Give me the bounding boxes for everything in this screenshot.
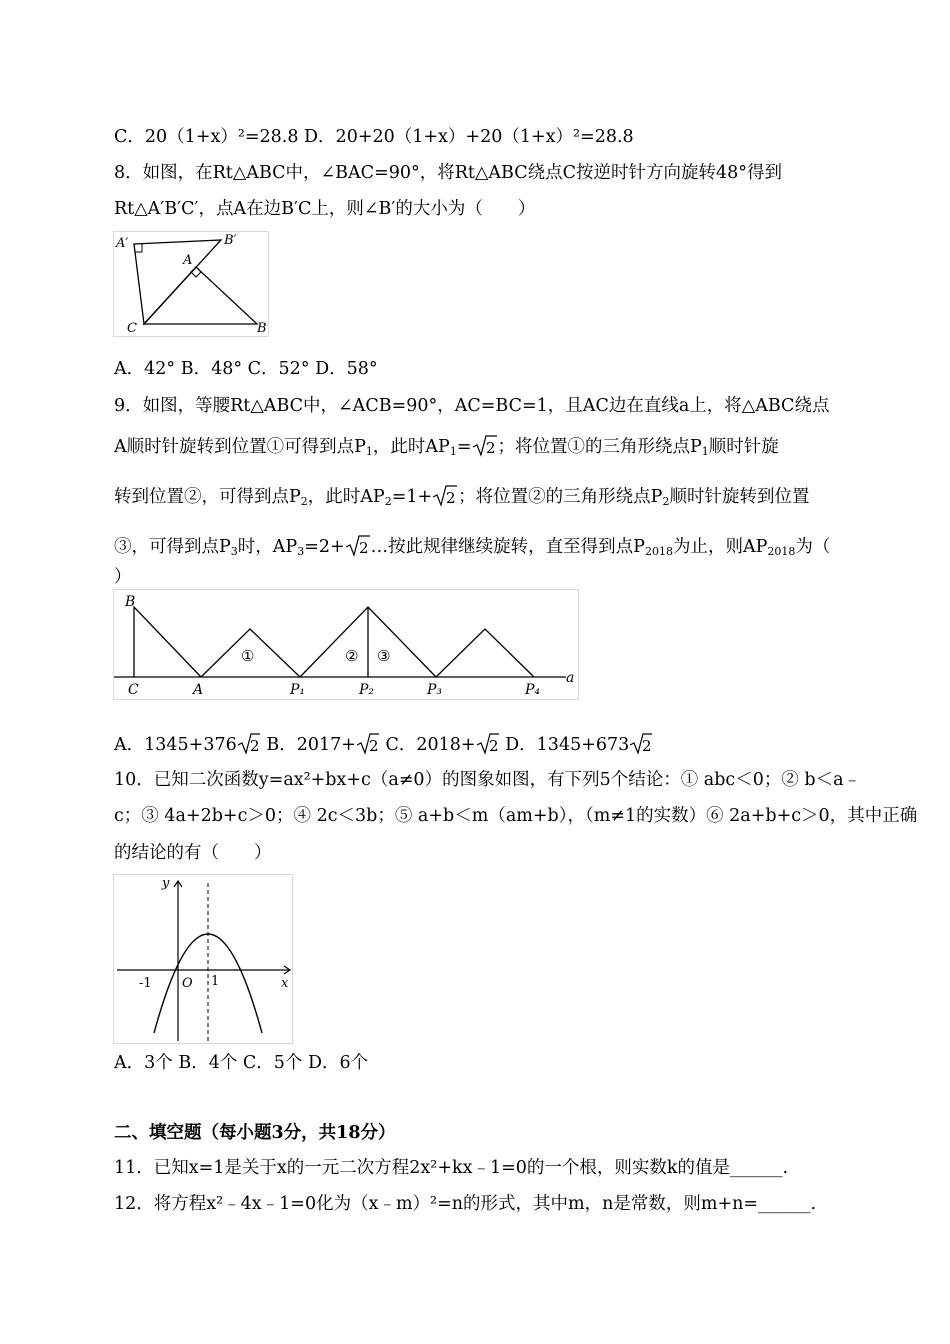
q9-label-c: C [128,682,139,698]
q8-figure [113,231,269,337]
sqrt2-icon [345,533,371,557]
q9-stem-line5: ） [114,567,132,587]
q9-label-b: B [125,594,136,610]
sqrt2-icon [356,731,380,755]
q7-options-cd: C．20（1+x）²=28.8 D．20+20（1+x）+20（1+x）²=28.8 [114,127,634,147]
sqrt2-icon [237,731,261,755]
svg-text:2: 2 [642,737,652,755]
q9-label-p4: P₄ [525,682,541,698]
svg-text:2: 2 [249,737,260,755]
svg-text:2: 2 [485,439,496,457]
q8-triangle-rotated [134,240,221,324]
q8-right-angle-aprime [135,244,142,252]
q9-triangle-pos4 [436,629,534,677]
q10-figure [113,874,293,1044]
q9-figure [113,589,579,700]
q9-diagram [114,590,578,699]
svg-text:2: 2 [488,737,499,755]
q9-label-line-a: a [566,670,575,686]
q9-stem-line2: A顺时针旋转到位置①可得到点$P_1$，此时$AP_1=$ 2 ；将位置①的三角形绕点$P_1$顺时针旋 [114,433,779,463]
q8-label-a-prime: A′ [116,236,129,251]
q8-diagram [114,232,268,336]
q10-stem-line2: c；③ 4a+2b+c＞0；④ 2c＜3b；⑤ a+b＜m（am+b），（m≠1的实数）⑥ 2a+b+c＞0，其中正确 [114,806,918,826]
q11-text: 11．已知x=1是关于x的一元二次方程2x²+kx﹣1=0的一个根，则实数k的值是______. [114,1158,789,1178]
sqrt2-icon [629,731,653,755]
sqrt2-icon [472,433,498,457]
q10-label-x: x [281,976,289,991]
q12-text: 12．将方程x²﹣4x﹣1=0化为（x﹣m）²=n的形式，其中m，n是常数，则m+n=______. [114,1194,817,1214]
sqrt2-icon [476,731,500,755]
svg-text:2: 2 [358,539,369,557]
q9-label-position1: ① [241,647,255,665]
q10-label-y: y [162,876,170,891]
q9-label-p2: P₂ [359,682,375,698]
svg-text:2: 2 [368,737,379,755]
q9-stem-line3: 转到位置②，可得到点$P_2$，此时$AP_2=1+$ 2 ；将位置②的三角形绕点$P_2$顺时针旋转到位置 [114,483,809,513]
q9-label-position3: ③ [377,647,391,665]
q8-label-b: B [257,321,267,336]
q10-stem-line1: 10．已知二次函数y=ax²+bx+c（a≠0）的图象如图，有下列5个结论：① abc＜0；② b＜a﹣ [114,770,862,790]
q9-triangle-abc [134,607,201,677]
q9-label-position2: ② [345,647,359,665]
q8-options: A．42° B．48° C．52° D．58° [114,359,378,379]
q10-label-origin: O [182,976,193,991]
q8-label-c: C [127,321,137,336]
q10-label-one: 1 [211,974,220,989]
q8-stem-line2: Rt△A′B′C′，点A在边B′C上，则∠B′的大小为（ ） [114,199,536,219]
q8-triangle-original [144,267,257,324]
q9-label-a-point: A [193,682,204,698]
sqrt2-icon [432,483,458,507]
q9-stem-line4: ③，可得到点$P_3$时，$AP_3=2+$ 2 …按此规律继续旋转，直至得到点$P_{2018}$为止，则$AP_{2018}$为（ [114,533,830,563]
q9-stem-line1: 9．如图，等腰Rt△ABC中，∠ACB=90°，AC=BC=1，且AC边在直线a上，将△ABC绕点 [114,396,830,416]
q9-label-p1: P₁ [290,682,306,698]
section2-title: 二、填空题（每小题3分，共18分） [114,1123,396,1143]
svg-text:2: 2 [446,489,456,507]
q8-label-b-prime: B′ [224,233,237,248]
q10-label-neg1: -1 [139,976,152,991]
q8-stem-line1: 8．如图，在Rt△ABC中，∠BAC=90°，将Rt△ABC绕点C按逆时针方向旋转48°得到 [114,163,783,183]
q8-label-a: A [183,253,193,268]
q10-options: A．3个 B．4个 C．5个 D．6个 [114,1053,369,1073]
q9-options: A．1345+376 2 B．2017+ 2 C．2018+ 2 D．1345+673 2 [114,731,653,756]
q9-label-p3: P₃ [427,682,443,698]
q10-stem-line3: 的结论的有（ ） [114,843,272,863]
q10-graph [114,875,292,1043]
